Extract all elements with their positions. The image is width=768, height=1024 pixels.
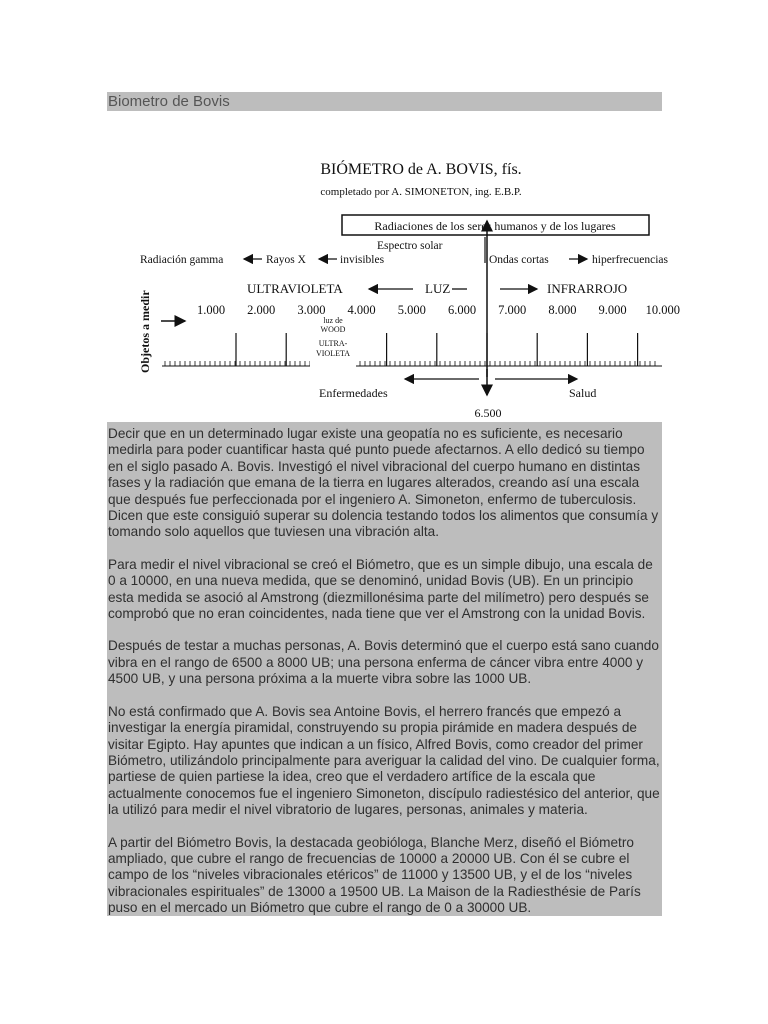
radiations-box-label: Radiaciones de los seres humanos y de los lugares [374,219,616,233]
espectro-label: Espectro solar [377,240,443,252]
ultra-line-1: ULTRA- [318,339,348,348]
scale-number: 4.000 [347,303,376,317]
gamma-label: Radiación gamma [140,254,224,266]
paragraph: Decir que en un determinado lugar existe una geopatía no es suficiente, es necesario medirla para poder cuantificar hasta qué punto puede afectarnos. A ello dedicó su tiempo en el siglo pasado A. Bovis. Investigó el nivel vibracional del cuerpo humano en distintas fases y la radiación que emana de la tierra en lugares alterados, creando así una escala que después fue perfeccionada por el ingeniero A. Simoneton, enfermo de tuberculosis. Dicen que este consiguió superar su dolencia testando todos los alimentos que consumía y tomando solo aquellos que tuviesen una vibración alta. [108,426,659,540]
scale-number: 6.000 [447,303,477,317]
invisibles-label: invisibles [340,254,385,266]
ondas-cortas-label: Ondas cortas [489,254,549,266]
ruler-ticks [165,333,655,366]
paragraph: A partir del Biómetro Bovis, la destacada geobióloga, Blanche Merz, diseñó el Biómetro ampliado, que cubre el rango de frecuencias de 10000 a 20000 UB. Con él se cubre el campo de los “niveles vibracionales etéricos” de 11000 y 13500 UB, y el de los “niveles vibracionales espirituales” de 13000 a 19500 UB. La Maison de la Radiesthésie de París puso en el mercado un Biómetro que cubre el rango de 0 a 30000 UB. [108,834,641,916]
infrarrojo-label: INFRARROJO [547,281,628,296]
ultravioleta-label: ULTRAVIOLETA [247,281,343,296]
scale-number: 10.000 [645,303,680,317]
scale-number: 8.000 [548,303,577,317]
scale-number: 1.000 [196,303,226,317]
wood-line-2: WOOD [320,325,346,334]
scale-number: 2.000 [247,303,276,317]
paragraph: Para medir el nivel vibracional se creó el Biómetro, que es un simple dibujo, una escala de 0 a 10000, en una nueva medida, que se denominó, unidad Bovis (UB). En un principio esta medida se asoció al Amstrong (diezmillonésima parte del milímetro) pero después se comprobó que no eran coincidentes, nada tiene que ver el Amstrong con la unidad Bovis. [108,556,653,622]
salud-label: Salud [569,386,597,400]
biometer-figure [107,111,680,422]
body-text [107,422,662,916]
scale-numbers [197,303,680,317]
hiperfrecuencias-label: hiperfrecuencias [592,254,668,266]
scale-number: 7.000 [498,303,527,317]
center-value-label: 6.500 [474,406,502,420]
biometer-diagram [107,111,680,422]
page-title: Biometro de Bovis [107,92,662,111]
scale-number: 5.000 [397,303,426,317]
wood-line-1: luz de [323,316,343,325]
rayos-x-label: Rayos X [266,254,306,266]
ultra-line-2: VIOLETA [315,349,351,358]
enfermedades-label: Enfermedades [319,386,388,400]
scale-number: 3.000 [297,303,326,317]
luz-label: LUZ [425,281,451,296]
document-page [107,92,680,916]
figure-heading: BIÓMETRO de A. BOVIS, fís. [320,161,522,178]
figure-subheading: completado por A. SIMONETON, ing. E.B.P. [320,186,522,198]
paragraph: No está confirmado que A. Bovis sea Antoine Bovis, el herrero francés que empezó a investigar la energía piramidal, construyendo su propia pirámide en madera después de visitar Egipto. Hay apuntes que indican a un físico, Alfred Bovis, como creador del primer Biómetro, utilizándolo principalmente para averiguar la calidad del vino. De cualquier forma, partiese de quien partiese la idea, creo que el verdadero artífice de la escala que actualmente conocemos fue el ingeniero Simoneton, discípulo radiestésico del anterior, que la utilizó para medir el nivel vibratorio de lugares, personas, animales y materia. [108,703,660,818]
scale-number: 9.000 [598,303,627,317]
objetos-axis-label: Objetos a medir [138,290,152,373]
paragraph: Después de testar a muchas personas, A. Bovis determinó que el cuerpo está sano cuando vibra en el rango de 6500 a 8000 UB; una persona enferma de cáncer vibra entre 4000 y 4500 UB, y una persona próxima a la muerte vibra sobre las 1000 UB. [108,638,659,687]
